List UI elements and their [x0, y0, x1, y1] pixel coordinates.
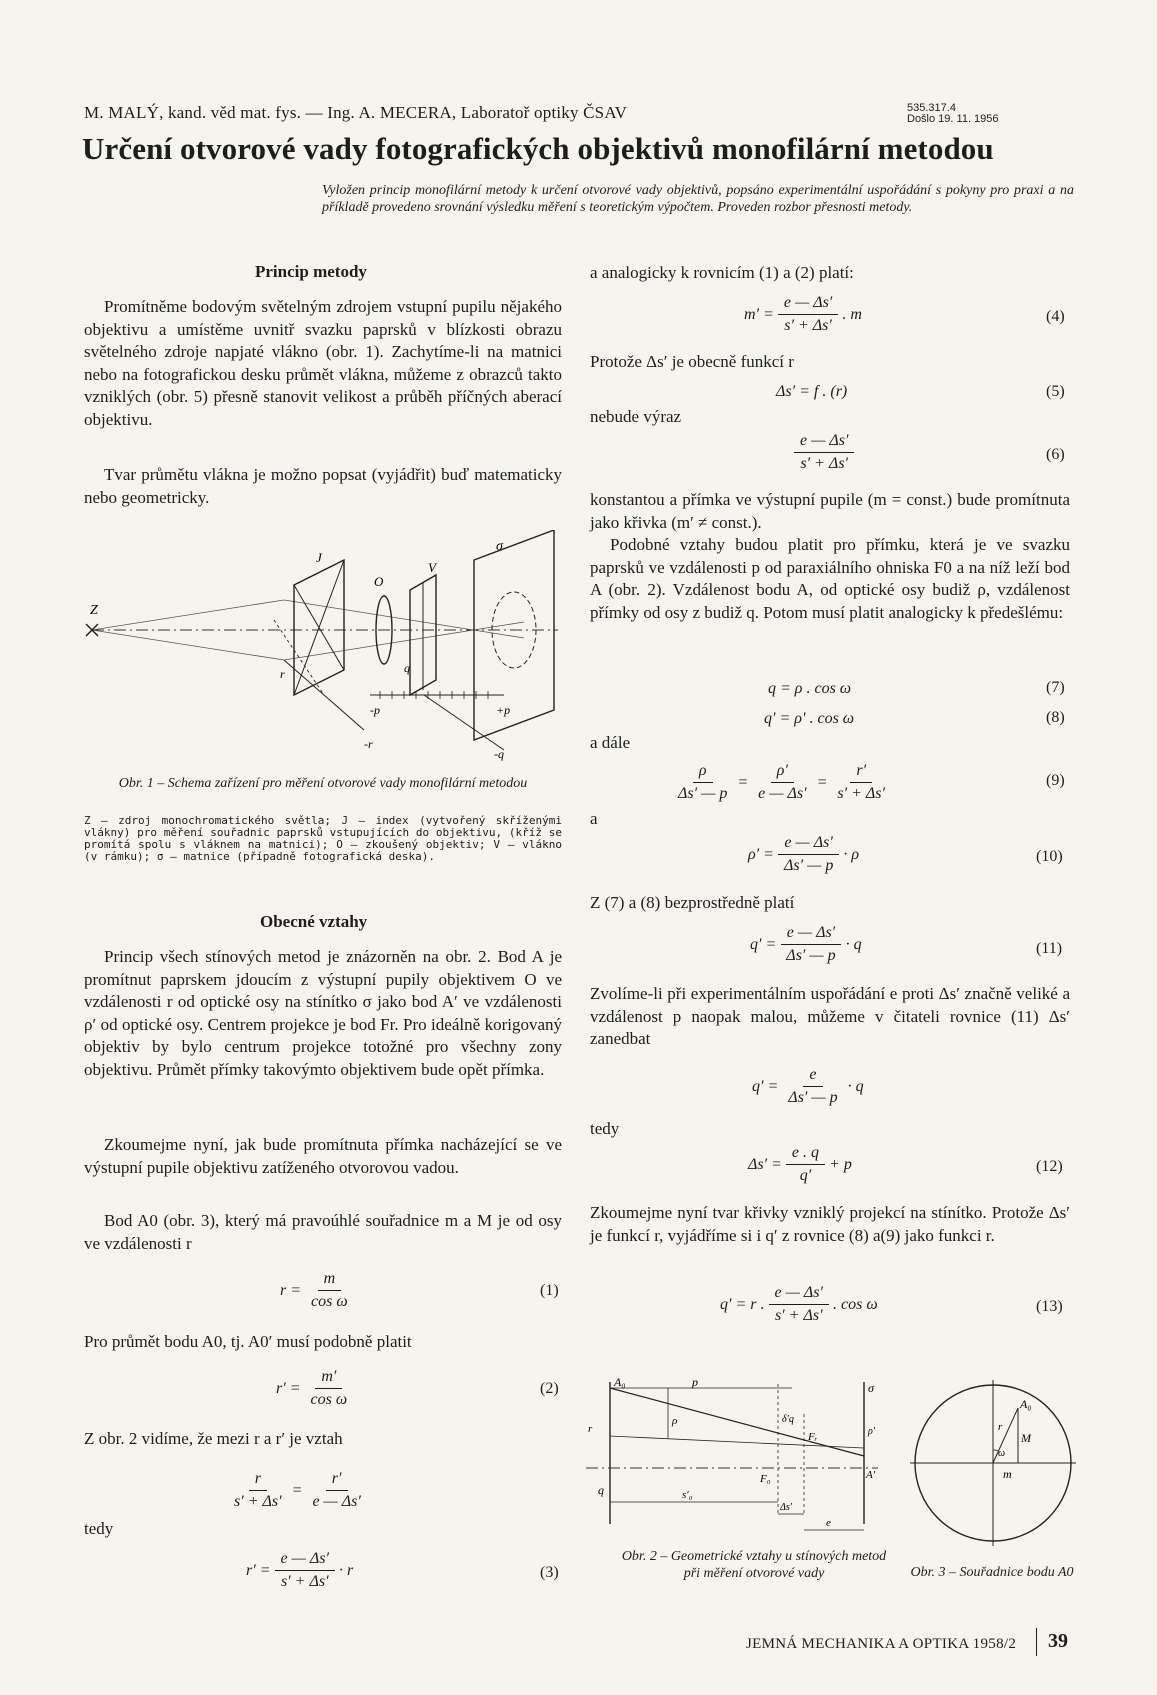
paragraph-right-6 — [590, 732, 1070, 755]
paragraph-text: Bod A0 (obr. 3), který má pravoúhlé souřadnice m a M je od osy ve vzdálenosti r — [84, 1211, 562, 1253]
eq10-fraction — [778, 834, 839, 875]
fig1-label-o: O — [374, 574, 384, 589]
fig2-label-rho-prime: ρ′ — [868, 1426, 875, 1437]
eq3-lhs: r′ = — [246, 1561, 271, 1579]
fig3-label-m: m — [1003, 1467, 1012, 1481]
paragraph-text: konstantou a přímka ve výstupní pupile (m = const.) bude promítnuta jako křivka (m′ ≠ const.). — [590, 490, 1070, 532]
equation-4 — [744, 294, 862, 335]
paragraph-general-3 — [84, 1210, 562, 1255]
eq10-lhs: ρ′ = — [748, 845, 774, 863]
section-title-general: Obecné vztahy — [260, 912, 368, 931]
eqx-numerator: e — [803, 1066, 822, 1087]
eq11-tail: · q — [845, 935, 862, 953]
eq2-numerator: m′ — [315, 1368, 342, 1389]
fig1-label-z: Z — [90, 603, 98, 618]
equation-13-number: (13) — [1036, 1298, 1063, 1315]
paragraph-text: a — [590, 809, 598, 828]
equation-10-number: (10) — [1036, 848, 1063, 865]
fig2-label-s0: s′₀ — [682, 1489, 693, 1501]
fig1-label-minus-r: -r — [364, 737, 373, 751]
fig2-label-r: r — [588, 1423, 593, 1435]
fig3-label-big-m: M — [1021, 1431, 1031, 1445]
figure-1-legend: Z — zdroj monochromatického světla; J — index (vytvořený skříženými vlákny) pro měření souřadnic paprsků vstupujících do objektivu, (kříž se promítá spolu s vláknem na matnici); O — zkoušený objektiv; V — vlákno (v rámku); σ — matnice (případně fotografická deska). — [84, 814, 562, 863]
paragraph-text: tedy — [84, 1519, 114, 1538]
eq9-a-fraction — [672, 762, 733, 803]
paragraph-text: a dále — [590, 733, 631, 752]
eq10-tail: · ρ — [843, 845, 860, 863]
paragraph-text: Z obr. 2 vidíme, že mezi r a r′ je vztah — [84, 1429, 343, 1448]
eq12-fraction — [786, 1144, 825, 1185]
paragraph-right-7 — [590, 808, 1070, 831]
eq12-tail: + p — [829, 1155, 852, 1173]
eq4-denominator: s′ + Δs′ — [784, 317, 832, 334]
eq13-numerator: e — Δs′ — [769, 1284, 829, 1305]
relation-left-denominator: s′ + Δs′ — [234, 1493, 282, 1510]
equation-11-number: (11) — [1036, 940, 1063, 957]
fig3-label-a0: A₀ — [1020, 1397, 1032, 1411]
paragraph-text: Zkoumejme nyní tvar křivky vzniklý projekcí na stínítko. Protože Δs′ je funkcí r, vyjádříme si i q′ z rovnice (8) a(9) jako funkci r. — [590, 1203, 1070, 1245]
fig2-label-p: p — [692, 1375, 698, 1389]
figure-3-coordinates — [908, 1378, 1078, 1548]
eq1-numerator: m — [318, 1270, 342, 1291]
paragraph-general-1 — [84, 946, 562, 1081]
footer-divider — [1036, 1628, 1037, 1656]
paragraph-text: Tvar průmětu vlákna je možno popsat (vyjádřit) buď matematicky nebo geometricky. — [84, 465, 562, 507]
equation-9-number: (9) — [1046, 772, 1065, 789]
eq13-lhs: q′ = r . — [720, 1295, 765, 1313]
eq4-fraction — [778, 294, 838, 335]
figure-1-schematic — [84, 530, 564, 770]
equation-1 — [280, 1270, 358, 1311]
equation-4-number: (4) — [1046, 308, 1065, 325]
eq6-denominator: s′ + Δs′ — [800, 455, 849, 472]
article-title: Určení otvorové vady fotografických objektivů monofilární metodou — [82, 131, 994, 166]
figure-1-caption: Obr. 1 – Schema zařízení pro měření otvorové vady monofilární metodou — [118, 776, 528, 791]
fig2-label-q: q — [598, 1483, 604, 1497]
eqx-fraction — [782, 1066, 843, 1107]
paragraph-general-6 — [84, 1518, 562, 1541]
paragraph-text: Zkoumejme nyní, jak bude promítnuta přímka nacházející se ve výstupní pupile objektivu zatíženého otvorovou vadou. — [84, 1135, 562, 1177]
paragraph-right-10 — [590, 1118, 1070, 1141]
eq10-denominator: Δs′ — p — [783, 857, 834, 874]
paragraph-right-2 — [590, 351, 1070, 374]
abstract: Vyložen princip monofilární metody k určení otvorové vady objektivů, popsáno experimentální uspořádání s pokyny pro praxi a na příkladě provedeno srovnání výsledku měření s teoretickým výpočtem. Proveden rozbor přesnosti metody. — [322, 183, 1074, 215]
eq4-numerator: e — Δs′ — [778, 294, 838, 315]
eq12-numerator: e . q — [786, 1144, 825, 1165]
equation-relation — [224, 1470, 371, 1511]
paragraph-text: tedy — [590, 1119, 620, 1138]
fig2-label-ds: Δs′ — [780, 1502, 792, 1513]
eq3-denominator: s′ + Δs′ — [280, 1573, 329, 1590]
equation-2 — [276, 1368, 357, 1409]
equation-3-number: (3) — [540, 1564, 559, 1581]
fig1-label-r: r — [280, 667, 285, 681]
paragraph-principle-2 — [84, 464, 562, 509]
paragraph-right-1 — [590, 262, 1070, 285]
eq11-numerator: e — Δs′ — [781, 924, 841, 945]
paragraph-right-11 — [590, 1202, 1070, 1247]
eq4-tail: . m — [842, 305, 862, 323]
fig1-label-sigma: σ — [496, 539, 503, 554]
eq11-lhs: q′ = — [750, 935, 777, 953]
fig2-label-a-prime: A′ — [866, 1469, 876, 1481]
paragraph-text: Princip všech stínových metod je znázorněn na obr. 2. Bod A je promítnut paprskem jdoucím z výstupní pupily objektivem O ve vzdálenosti r od optické osy na stínítko σ jako bod A′ ve vzdálenosti ρ′ od optické osy. Centrem projekce je bod Fr. Pro ideálně korigovaný objektiv by bylo centrum projekce totožné pro všechny zony objektivu. Průmět přímky takovýmto objektivem bude opět přímka. — [84, 947, 562, 1079]
fig1-label-minus-q: -q — [494, 747, 504, 761]
paragraph-right-5 — [590, 534, 1070, 624]
eq9-equals-2: = — [816, 773, 828, 791]
eq12-denominator: q′ — [799, 1167, 812, 1184]
eqx-lhs: q′ = — [752, 1077, 779, 1095]
fig1-label-v: V — [428, 560, 436, 575]
eq3-fraction — [275, 1550, 335, 1591]
equation-8: q′ = ρ′ . cos ω — [764, 710, 855, 727]
eq10-numerator: e — Δs′ — [778, 834, 838, 855]
journal-name: JEMNÁ MECHANIKA A OPTIKA 1958/2 — [746, 1636, 1017, 1652]
relation-left-fraction — [228, 1470, 288, 1511]
eq1-fraction — [305, 1270, 354, 1311]
fig1-label-minus-p: -p — [370, 703, 380, 717]
eqx-denominator: Δs′ — p — [788, 1089, 838, 1106]
fig1-label-plus-p: +p — [496, 703, 511, 717]
eq2-denominator: cos ω — [310, 1391, 348, 1408]
equation-2-number: (2) — [540, 1380, 559, 1397]
eq1-lhs: r = — [280, 1281, 302, 1299]
equation-reduced — [752, 1066, 864, 1107]
fig3-label-r: r — [998, 1421, 1003, 1433]
paragraph-right-3 — [590, 406, 1070, 429]
fig3-label-omega: ω — [998, 1448, 1006, 1459]
relation-right-numerator: r′ — [326, 1470, 348, 1491]
paragraph-right-9 — [590, 983, 1070, 1051]
relation-equals: = — [291, 1481, 303, 1499]
eq9-c-denominator: s′ + Δs′ — [837, 785, 886, 802]
fig2-label-rho: ρ — [672, 1415, 678, 1427]
fig2-label-fr: Fᵣ — [808, 1431, 818, 1443]
paragraph-right-4 — [590, 489, 1070, 534]
fig1-label-j: J — [316, 550, 322, 565]
paragraph-text: Pro průmět bodu A0, tj. A0′ musí podobně platit — [84, 1332, 412, 1351]
fig2-label-a0: A₀ — [614, 1375, 626, 1389]
paragraph-principle-1 — [84, 296, 562, 431]
fig1-label-q: q — [404, 661, 410, 675]
eq6-numerator: e — Δs′ — [794, 432, 854, 453]
page-number: 39 — [1048, 1630, 1068, 1652]
received-date: Došlo 19. 11. 1956 — [907, 113, 999, 125]
paragraph-text: Protože Δs′ je obecně funkcí r — [590, 352, 794, 371]
eq1-denominator: cos ω — [311, 1293, 348, 1310]
figure-2-caption: Obr. 2 – Geometrické vztahy u stínových metod při měření otvorové vady — [621, 1549, 887, 1581]
equation-6 — [790, 432, 858, 473]
paragraph-general-2 — [84, 1134, 562, 1179]
equation-5-number: (5) — [1046, 383, 1065, 400]
fig2-label-f0: F₀ — [760, 1473, 771, 1485]
eq11-denominator: Δs′ — p — [786, 947, 836, 964]
paragraph-text: Zvolíme-li při experimentálním uspořádání e proti Δs′ značně veliké a vzdálenost p naopak malou, můžeme v čitateli rovnice (11) Δs′ zanedbat — [590, 984, 1070, 1048]
eq9-a-denominator: Δs′ — p — [678, 785, 728, 802]
equation-8-number: (8) — [1046, 709, 1065, 726]
equation-1-number: (1) — [540, 1282, 559, 1299]
eq12-lhs: Δs′ = — [748, 1155, 782, 1173]
paragraph-text: Z (7) a (8) bezprostředně platí — [590, 893, 795, 912]
relation-right-fraction — [306, 1470, 366, 1511]
equation-10 — [748, 834, 859, 875]
eq11-fraction — [780, 924, 841, 965]
equation-7-number: (7) — [1046, 679, 1065, 696]
relation-left-numerator: r — [249, 1470, 267, 1491]
eqx-tail: · q — [847, 1077, 864, 1095]
authors-line: M. MALÝ, kand. věd mat. fys. — Ing. A. MECERA, Laboratoř optiky ČSAV — [84, 103, 628, 122]
equation-6-number: (6) — [1046, 446, 1065, 463]
eq9-b-numerator: ρ′ — [771, 762, 794, 783]
eq2-fraction — [305, 1368, 354, 1409]
eq13-denominator: s′ + Δs′ — [774, 1307, 823, 1324]
relation-right-denominator: e — Δs′ — [312, 1493, 361, 1510]
paragraph-general-5 — [84, 1428, 562, 1451]
udc-block — [907, 103, 999, 125]
paragraph-text: Promítněme bodovým světelným zdrojem vstupní pupilu nějakého objektivu a umístěme uvnitř svazku paprsků v blízkosti obrazu světelného zdroje napjaté vlákno (obr. 1). Zachytíme-li na matnici nebo na fotografickou desku průmět vlákna, můžeme z obrazců takto vzniklých (obr. 5) přesně stanovit velikost a průběh příčných aberací objektivu. — [84, 297, 562, 429]
eq9-c-fraction — [831, 762, 891, 803]
equation-12 — [748, 1144, 852, 1185]
eq2-lhs: r′ = — [276, 1379, 301, 1397]
paragraph-text: a analogicky k rovnicím (1) a (2) platí: — [590, 263, 854, 282]
eq13-fraction — [769, 1284, 829, 1325]
eq9-a-numerator: ρ — [693, 762, 713, 783]
eq3-tail: · r — [338, 1561, 354, 1579]
equation-7: q = ρ . cos ω — [768, 680, 852, 697]
eq4-lhs: m′ = — [744, 305, 774, 323]
eq9-b-denominator: e — Δs′ — [758, 785, 807, 802]
equation-5: Δs′ = f . (r) — [776, 383, 848, 400]
equation-13 — [720, 1284, 878, 1325]
equation-3 — [246, 1550, 353, 1591]
eq9-c-numerator: r′ — [850, 762, 872, 783]
udc-code: 535.317.4 — [907, 102, 956, 114]
paragraph-general-4 — [84, 1331, 562, 1354]
paragraph-text: Podobné vztahy budou platit pro přímku, která je ve svazku paprsků ve vzdálenosti p od paraxiálního ohniska F0 a na níž leží bod A (obr. 2). Vzdálenost bodu A, od optické osy budiž ρ, vzdálenost přímky od osy z budiž q. Potom musí platit analogicky k předešlému: — [590, 535, 1070, 622]
fig2-label-sigma: σ — [868, 1381, 874, 1395]
eq3-numerator: e — Δs′ — [275, 1550, 335, 1571]
eq6-fraction — [794, 432, 854, 473]
equation-9 — [668, 762, 895, 803]
section-title-principle: Princip metody — [255, 262, 367, 281]
equation-12-number: (12) — [1036, 1158, 1063, 1175]
eq13-tail: . cos ω — [832, 1295, 878, 1313]
eq9-b-fraction — [752, 762, 812, 803]
equation-11 — [750, 924, 862, 965]
figure-3-caption: Obr. 3 – Souřadnice bodu A0 — [910, 1565, 1074, 1580]
fig2-label-dq: δ′q — [782, 1414, 794, 1425]
figure-2-geometry — [582, 1374, 882, 1544]
fig2-label-e: e — [826, 1517, 831, 1529]
eq9-equals-1: = — [737, 773, 749, 791]
paragraph-text: nebude výraz — [590, 407, 682, 426]
paragraph-right-8 — [590, 892, 1070, 915]
